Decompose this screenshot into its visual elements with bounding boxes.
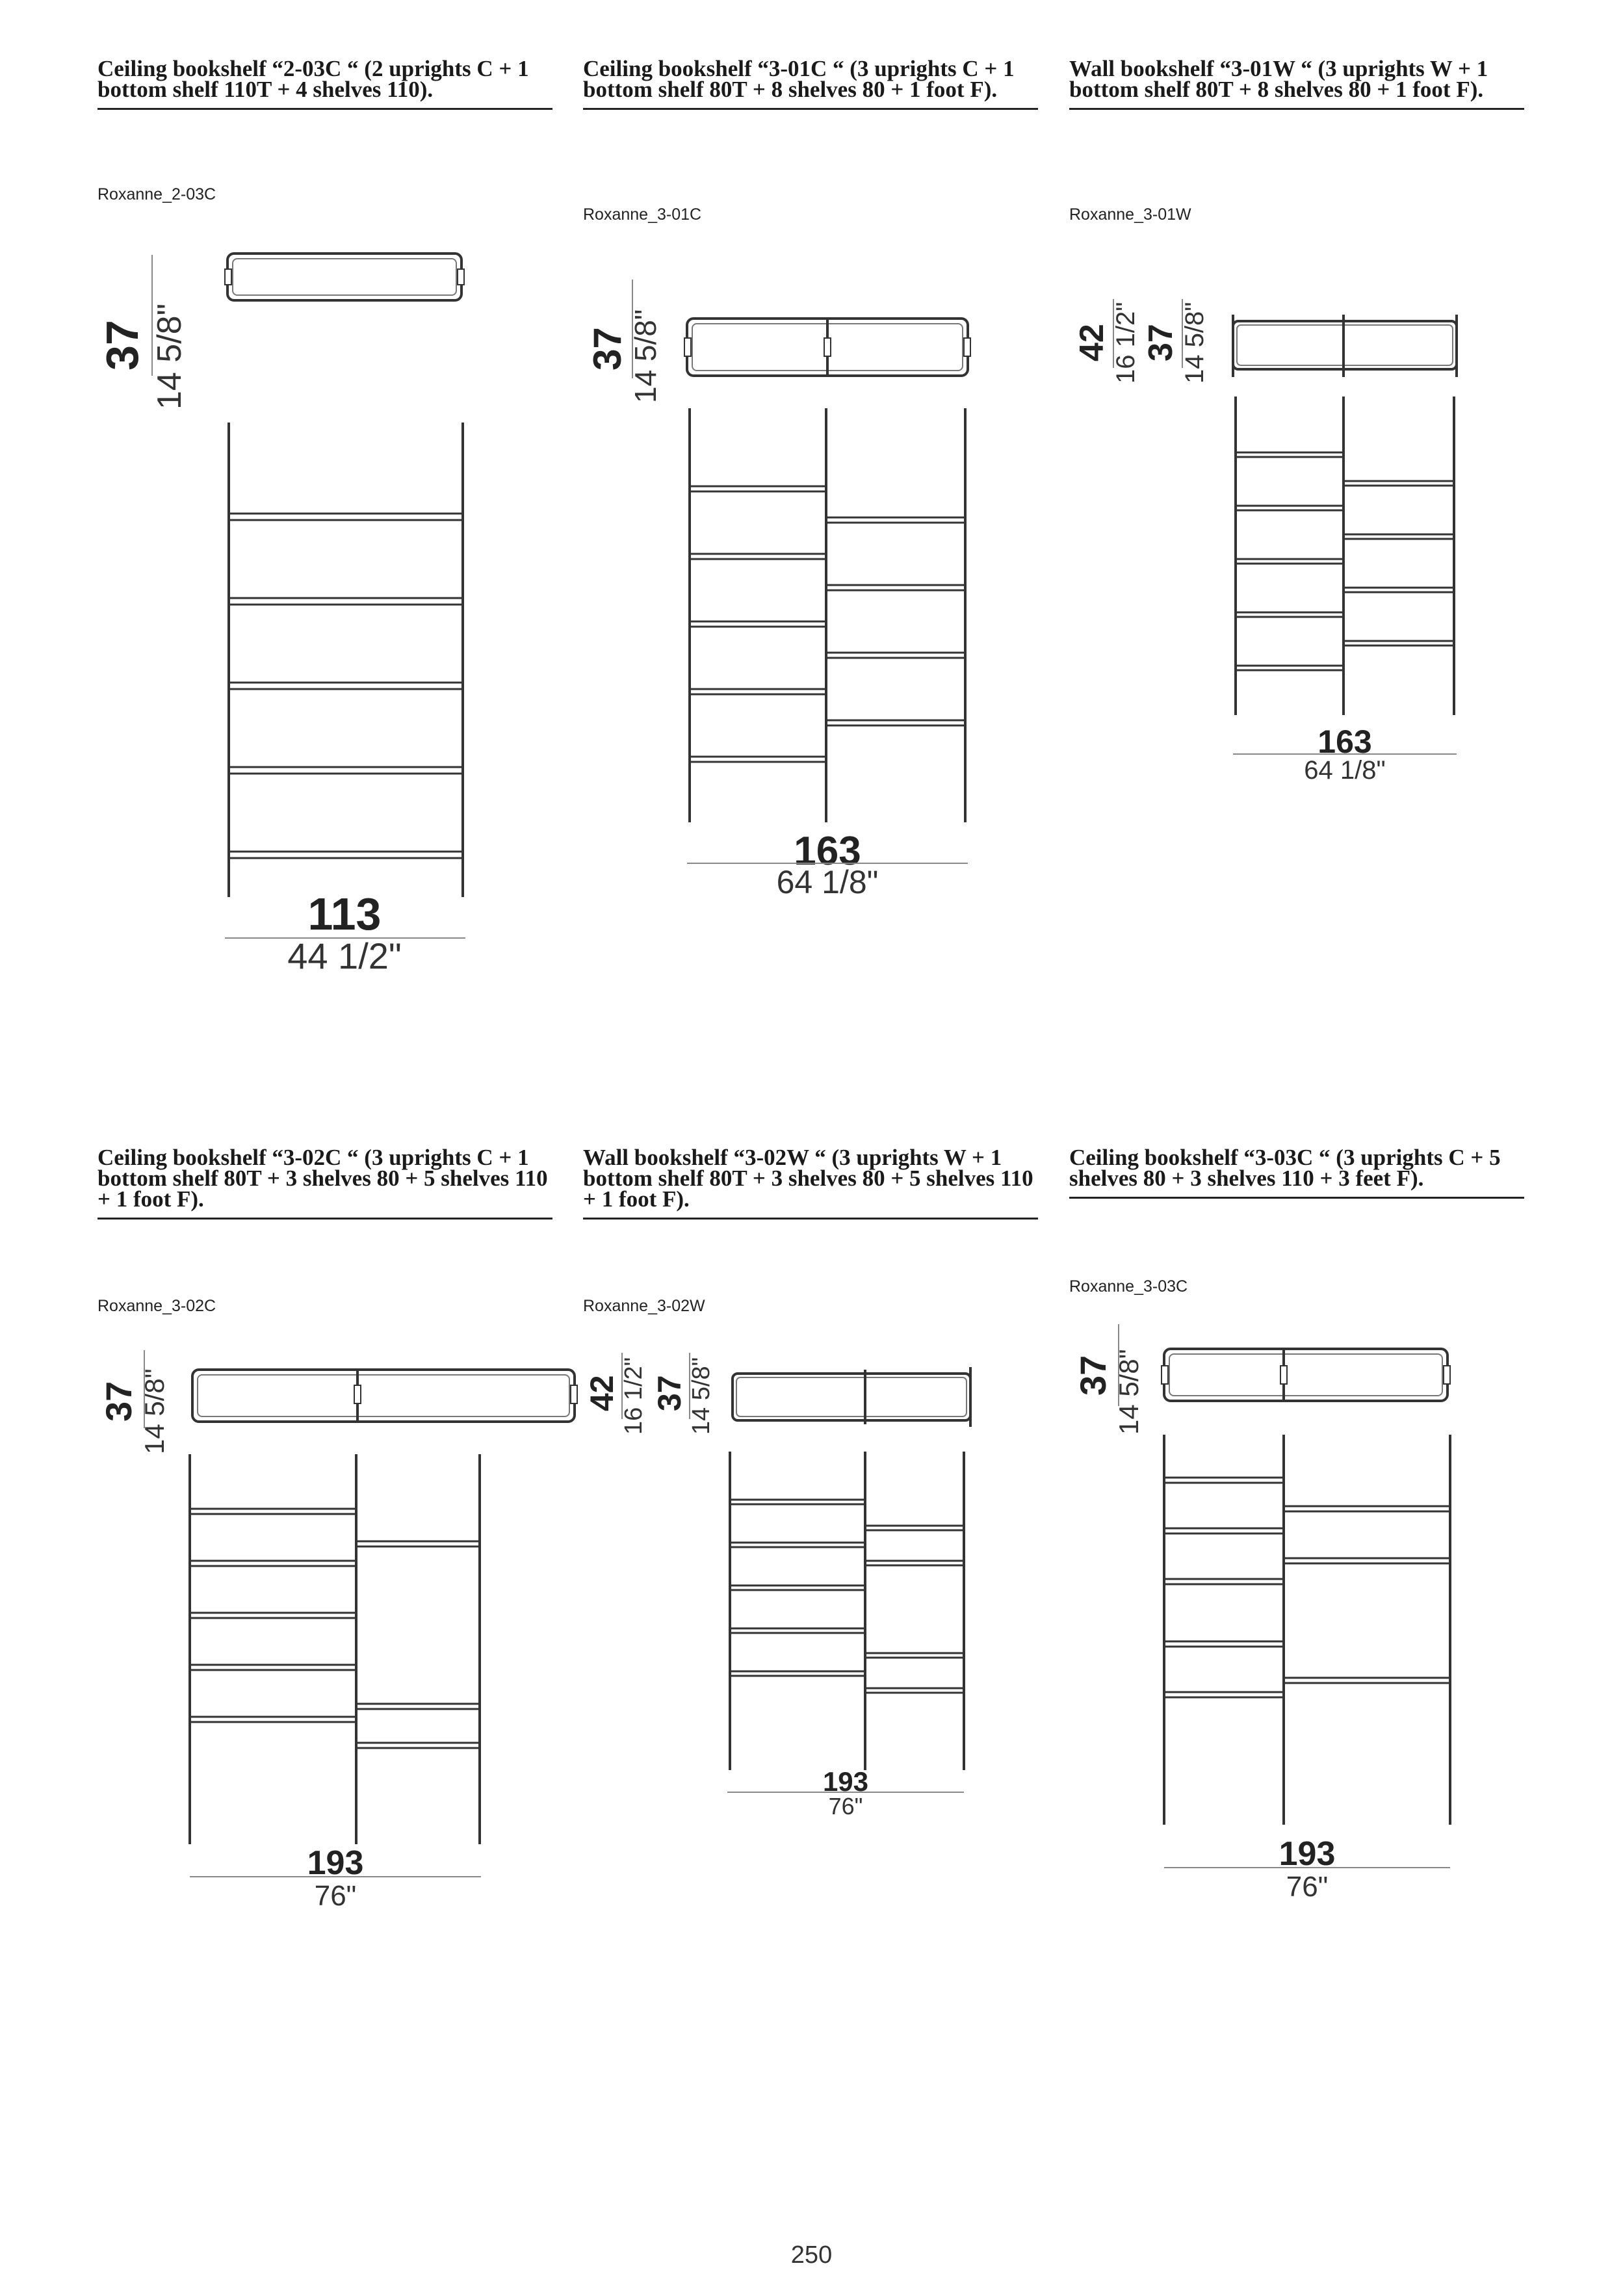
joint-marker bbox=[1280, 1366, 1287, 1384]
shelf bbox=[1284, 1558, 1450, 1563]
shelf bbox=[730, 1628, 865, 1633]
joint-marker bbox=[458, 269, 464, 285]
bookshelf-drawing-3-02c bbox=[97, 1324, 552, 1912]
shelf bbox=[1164, 1579, 1284, 1584]
product-cell-3-01w bbox=[1069, 56, 1524, 785]
shelf bbox=[1344, 481, 1454, 486]
width-in-label: 44 1/2" bbox=[287, 935, 402, 976]
joint-marker bbox=[571, 1385, 577, 1403]
shelves bbox=[1164, 1478, 1450, 1697]
shelf bbox=[229, 683, 463, 689]
product-title: Ceiling bookshelf “2-03C “ (2 uprights C + 1 bottom shelf 110T + 4 shelves 110). bbox=[97, 59, 552, 110]
product-title: Ceiling bookshelf “3-02C “ (3 uprights C + 1 bottom shelf 80T + 3 shelves 80 + 5 shelves 110 + 1 foot F). bbox=[97, 1147, 552, 1220]
shelf bbox=[730, 1585, 865, 1590]
width-cm-label: 193 bbox=[1279, 1835, 1336, 1873]
shelf bbox=[1344, 588, 1454, 592]
shelf bbox=[865, 1561, 964, 1565]
shelf bbox=[690, 486, 826, 491]
depth-cm-label: 37 bbox=[651, 1375, 688, 1411]
page-number: 250 bbox=[790, 2241, 833, 2269]
depth-in-label: 14 5/8" bbox=[139, 1368, 170, 1454]
top-view-frame bbox=[227, 254, 461, 300]
joint-marker bbox=[964, 338, 970, 356]
product-title: Wall bookshelf “3-01W “ (3 uprights W + 1 bottom shelf 80T + 8 shelves 80 + 1 foot F). bbox=[1069, 59, 1524, 110]
product-cell-3-01c bbox=[583, 56, 1038, 900]
width-cm-label: 113 bbox=[307, 889, 382, 939]
joint-marker bbox=[225, 269, 231, 285]
product-code: Roxanne_3-03C bbox=[1069, 1277, 1188, 1296]
shelf bbox=[1236, 612, 1344, 617]
shelf bbox=[1344, 641, 1454, 646]
top-view-inner bbox=[198, 1375, 569, 1416]
joint-marker bbox=[824, 338, 831, 356]
depth-in-label: 14 5/8" bbox=[629, 309, 662, 403]
shelf bbox=[1164, 1478, 1284, 1483]
shelf bbox=[1344, 534, 1454, 539]
shelf bbox=[229, 767, 463, 774]
width-in-label: 64 1/8" bbox=[1304, 756, 1386, 785]
height-cm-label: 42 bbox=[1073, 324, 1111, 361]
shelf bbox=[730, 1671, 865, 1676]
shelf bbox=[1236, 452, 1344, 457]
product-title: Ceiling bookshelf “3-01C “ (3 uprights C + 1 bottom shelf 80T + 8 shelves 80 + 1 foot F). bbox=[583, 59, 1038, 110]
product-code: Roxanne_3-01C bbox=[583, 205, 702, 224]
width-in-label: 76" bbox=[314, 1880, 357, 1912]
bottom-shelf bbox=[1236, 666, 1344, 670]
product-cell-3-02w bbox=[583, 1145, 1038, 1820]
product-cell-3-03c bbox=[1069, 1145, 1524, 1903]
bookshelf-drawing-3-01c bbox=[583, 234, 1038, 900]
product-cell-3-02c bbox=[97, 1145, 552, 1912]
top-view-inner bbox=[233, 259, 456, 295]
shelf bbox=[356, 1704, 480, 1709]
shelf bbox=[1164, 1641, 1284, 1647]
shelf bbox=[865, 1526, 964, 1530]
product-code: Roxanne_3-01W bbox=[1069, 205, 1191, 224]
shelf bbox=[1164, 1692, 1284, 1697]
depth-in-label: 14 5/8" bbox=[1113, 1349, 1144, 1435]
bottom-shelf bbox=[229, 852, 463, 858]
shelf bbox=[229, 514, 463, 520]
shelf bbox=[690, 554, 826, 559]
product-code: Roxanne_3-02W bbox=[583, 1297, 705, 1315]
height-in-label: 16 1/2" bbox=[620, 1357, 647, 1435]
height-in-label: 16 1/2" bbox=[1111, 302, 1140, 384]
shelf bbox=[865, 1653, 964, 1658]
width-in-label: 76" bbox=[828, 1793, 863, 1820]
shelves bbox=[229, 514, 463, 858]
bottom-shelf bbox=[690, 757, 826, 762]
depth-cm-label: 37 bbox=[586, 327, 629, 371]
depth-cm-label: 37 bbox=[1072, 1355, 1113, 1396]
width-in-label: 64 1/8" bbox=[776, 864, 879, 900]
product-title: Ceiling bookshelf “3-03C “ (3 uprights C + 5 shelves 80 + 3 shelves 110 + 3 feet F). bbox=[1069, 1147, 1524, 1199]
shelf bbox=[1284, 1506, 1450, 1511]
shelf bbox=[1284, 1678, 1450, 1683]
top-view-inner bbox=[1169, 1354, 1442, 1396]
shelf bbox=[826, 517, 965, 523]
top-view-inner bbox=[736, 1377, 967, 1416]
product-cell-2-03c bbox=[97, 56, 552, 976]
joint-marker bbox=[1444, 1366, 1450, 1384]
shelves bbox=[730, 1500, 964, 1693]
depth-cm-label: 37 bbox=[97, 320, 148, 371]
shelf bbox=[1236, 559, 1344, 564]
width-cm-label: 163 bbox=[794, 829, 861, 874]
shelf bbox=[190, 1613, 356, 1618]
shelf bbox=[730, 1500, 865, 1504]
product-title: Wall bookshelf “3-02W “ (3 uprights W + 1 bottom shelf 80T + 3 shelves 80 + 5 shelves 110 + 1 foot F). bbox=[583, 1147, 1038, 1220]
depth-cm-label: 37 bbox=[98, 1381, 139, 1422]
product-code: Roxanne_2-03C bbox=[97, 185, 216, 203]
shelves bbox=[190, 1509, 480, 1748]
shelf bbox=[356, 1541, 480, 1546]
shelf bbox=[1164, 1528, 1284, 1533]
joint-marker bbox=[354, 1385, 361, 1403]
bookshelf-drawing-3-01w bbox=[1069, 234, 1524, 793]
shelf bbox=[190, 1509, 356, 1514]
top-view-frame bbox=[1164, 1349, 1448, 1401]
bookshelf-drawing-3-03c bbox=[1069, 1305, 1524, 1903]
joint-marker bbox=[684, 338, 691, 356]
top-view-frame bbox=[192, 1370, 575, 1422]
top-view-frame bbox=[733, 1374, 970, 1420]
width-in-label: 76" bbox=[1286, 1871, 1329, 1903]
shelf bbox=[826, 653, 965, 658]
width-cm-label: 163 bbox=[1318, 724, 1372, 760]
height-cm-label: 42 bbox=[584, 1375, 620, 1411]
shelf bbox=[826, 585, 965, 590]
shelf bbox=[690, 621, 826, 627]
depth-in-label: 14 5/8" bbox=[688, 1357, 715, 1435]
joint-marker bbox=[1162, 1366, 1168, 1384]
bottom-shelf bbox=[865, 1688, 964, 1693]
shelf bbox=[1236, 506, 1344, 510]
shelf bbox=[730, 1543, 865, 1547]
shelf bbox=[690, 689, 826, 694]
width-cm-label: 193 bbox=[307, 1844, 364, 1882]
depth-in-label: 14 5/8" bbox=[1180, 302, 1209, 384]
bookshelf-drawing-3-02w bbox=[583, 1324, 1038, 1818]
bottom-shelf bbox=[356, 1743, 480, 1748]
shelf bbox=[190, 1717, 356, 1722]
shelf bbox=[826, 720, 965, 725]
product-code: Roxanne_3-02C bbox=[97, 1297, 216, 1315]
shelf bbox=[190, 1665, 356, 1670]
width-cm-label: 193 bbox=[822, 1766, 869, 1797]
depth-cm-label: 37 bbox=[1142, 324, 1180, 361]
depth-in-label: 14 5/8" bbox=[151, 303, 188, 410]
shelf bbox=[229, 598, 463, 605]
shelf bbox=[190, 1561, 356, 1566]
bookshelf-drawing-2-03c bbox=[97, 215, 552, 976]
